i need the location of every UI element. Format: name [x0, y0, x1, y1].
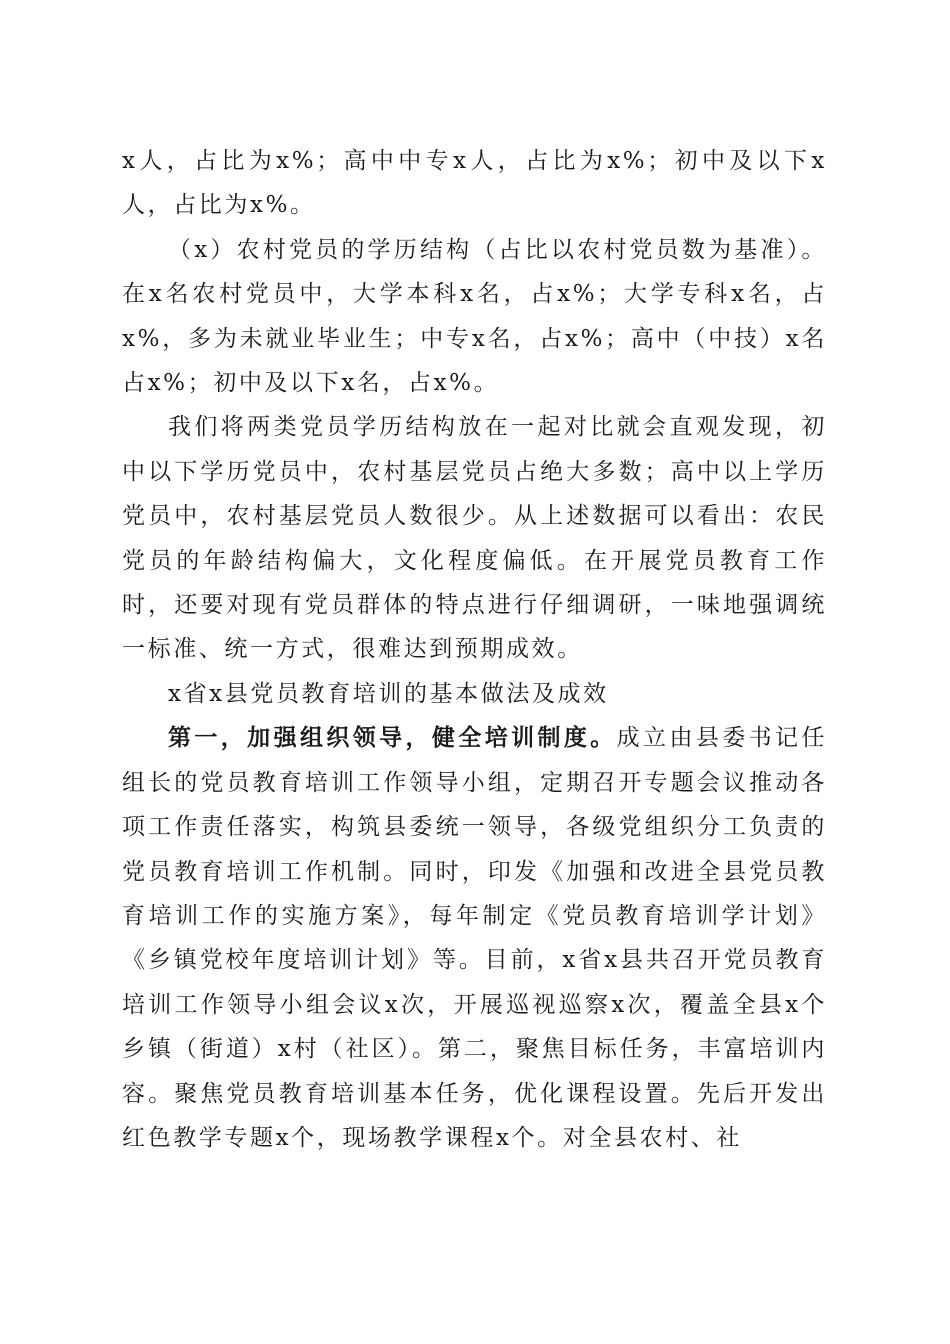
document-body [122, 139, 827, 1160]
section-heading: x省x县党员教育培训的基本做法及成效 [168, 680, 609, 707]
paragraph-education-continuation: x人，占比为x%；高中中专x人，占比为x%；初中及以下x人，占比为x%。 [122, 148, 827, 219]
paragraph-body-text: 成立由县委书记任组长的党员教育培训工作领导小组，定期召开专题会议推动各项工作责任落实，构筑县委统一领导，各级党组织分工负责的党员教育培训工作机制。同时，印发《加强和改进全县党员教育培训工作的实施方案》，每年制定《党员教育培训学计划》《乡镇党校年度培训计划》等。目前，x省x县共召开党员教育培训工作领导小组会议x次，开展巡视巡察x次，覆盖全县x个乡镇（街道）x村（社区）。第二，聚焦目标任务，丰富培训内容。聚焦党员教育培训基本任务，优化课程设置。先后开发出红色教学专题x个，现场教学课程x个。对全县农村、社 [122, 725, 827, 1151]
paragraph-comparison-analysis: 我们将两类党员学历结构放在一起对比就会直观发现，初中以下学历党员中，农村基层党员占绝大多数；高中以上学历党员中，农村基层党员人数很少。从上述数据可以看出：农民党员的年龄结构偏大，文化程度偏低。在开展党员教育工作时，还要对现有党员群体的特点进行仔细调研，一味地强调统一标准、统一方式，很难达到预期成效。 [122, 414, 827, 663]
paragraph-organization-leadership [122, 716, 827, 1160]
bold-lead-sentence: 第一，加强组织领导，健全培训制度。 [168, 724, 617, 752]
paragraph-rural-education-structure: （x）农村党员的学历结构（占比以农村党员数为基准）。在x名农村党员中，大学本科x名，占x%；大学专科x名，占x%，多为未就业毕业生；中专x名，占x%；高中（中技）x名占x%；初中及以下x名，占x%。 [122, 236, 827, 397]
